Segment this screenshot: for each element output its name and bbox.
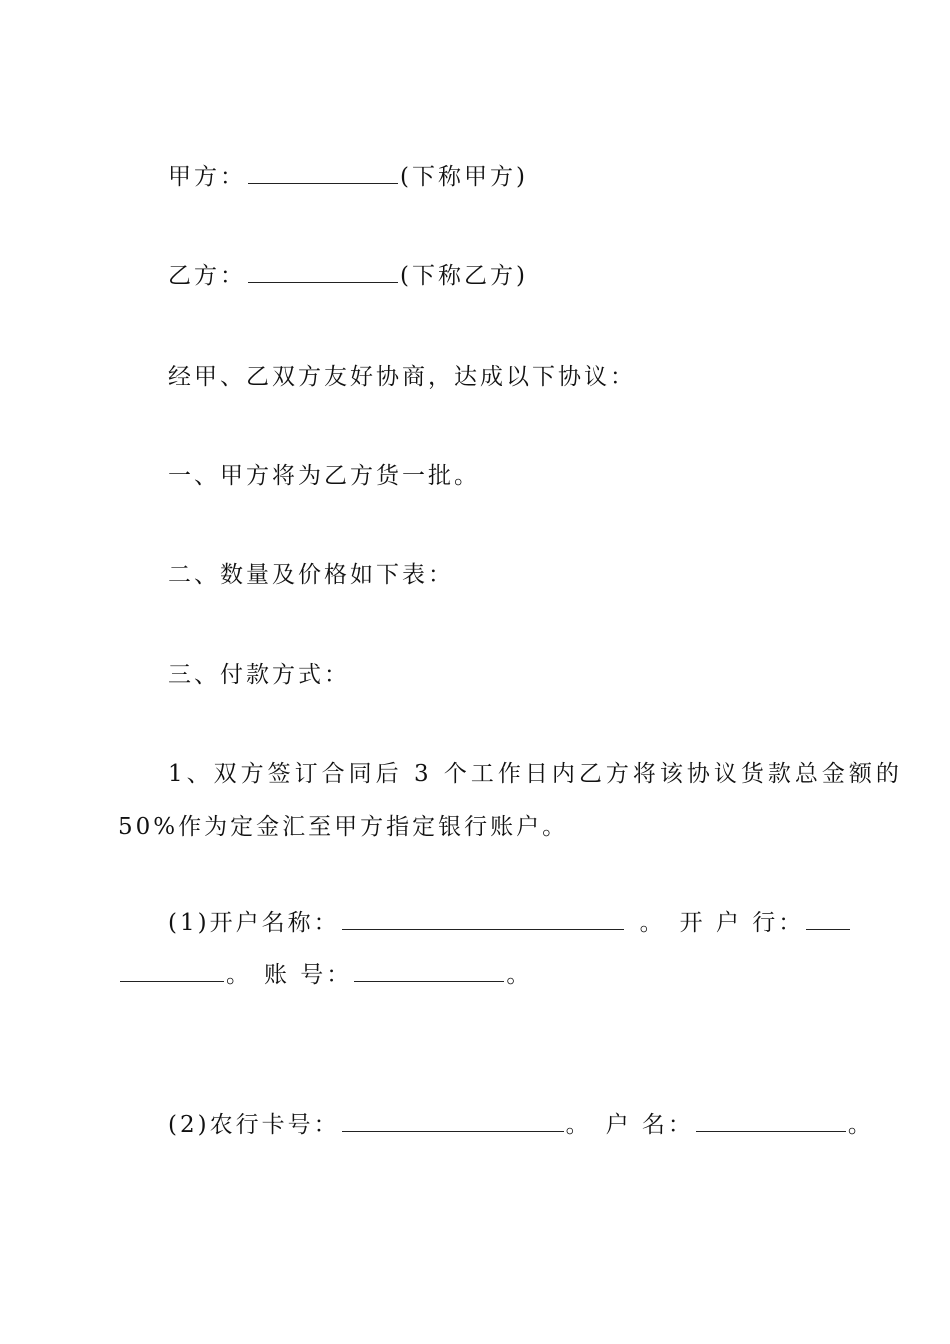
- card-end: 。: [847, 1112, 874, 1138]
- payment-item-1-line-1: 1、双方签订合同后 3 个工作日内乙方将该协议货款总金额的: [168, 761, 903, 787]
- intro-line: 经甲、乙双方友好协商，达成以下协议：: [168, 364, 636, 390]
- card-label: (2)农行卡号：: [168, 1112, 340, 1138]
- payment-item-1-line-2: 50%作为定金汇至甲方指定银行账户。: [118, 814, 569, 840]
- account-line-2: [118, 960, 532, 990]
- account-name-blank: [342, 909, 624, 930]
- clause-3: 三、付款方式：: [168, 662, 350, 688]
- bank-blank-end: [120, 961, 224, 982]
- card-line: [168, 1110, 874, 1140]
- account-sep-2: 。: [226, 962, 252, 988]
- party-a-blank: [248, 163, 398, 184]
- card-number-blank: [342, 1111, 564, 1132]
- party-b-suffix: (下称乙方): [400, 263, 528, 289]
- account-number-blank: [354, 961, 504, 982]
- account-name-label: (1)开户名称：: [168, 910, 340, 936]
- party-b-line: [168, 261, 528, 291]
- party-b-label: 乙方：: [168, 263, 246, 289]
- card-sep-1: 。: [565, 1112, 592, 1138]
- account-sep-1: 。: [639, 910, 666, 936]
- holder-blank: [696, 1111, 846, 1132]
- bank-label: 开 户 行：: [679, 910, 805, 936]
- clause-1: 一、甲方将为乙方货一批。: [168, 463, 480, 489]
- account-end: 。: [506, 962, 533, 988]
- account-line-1: [168, 908, 852, 938]
- bank-blank-start: [806, 909, 850, 930]
- clause-2: 二、数量及价格如下表：: [168, 562, 454, 588]
- party-b-blank: [248, 262, 398, 283]
- party-a-suffix: (下称甲方): [400, 164, 528, 190]
- party-a-line: [168, 162, 528, 192]
- holder-label: 户 名：: [605, 1112, 694, 1138]
- account-number-label: 账 号：: [264, 962, 353, 988]
- party-a-label: 甲方：: [168, 164, 246, 190]
